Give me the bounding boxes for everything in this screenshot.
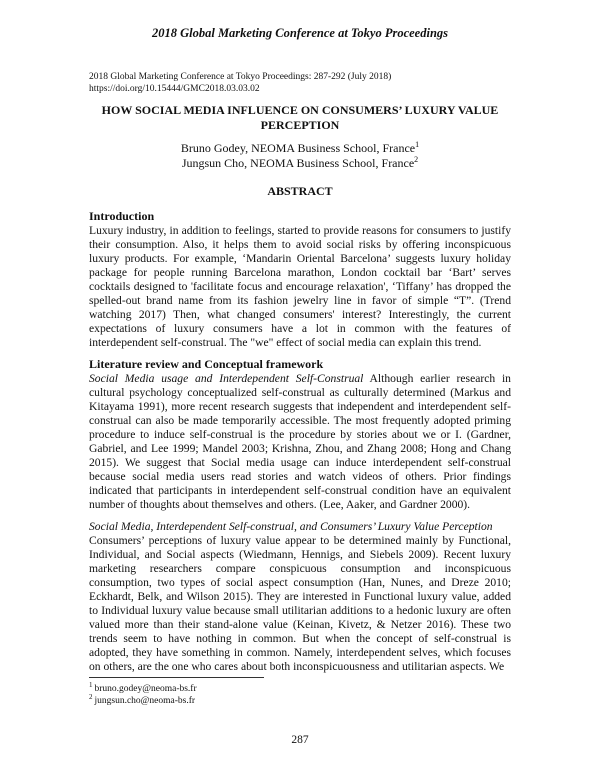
footnote-divider: [89, 677, 264, 678]
footnote-mark: 1: [415, 140, 420, 149]
footnote: [89, 692, 197, 707]
footnotes: [89, 680, 197, 707]
author-line: [100, 156, 500, 171]
footnote-email: jungsun.cho@neoma-bs.fr: [94, 696, 196, 706]
section-heading: Literature review and Conceptual framework: [89, 357, 324, 371]
paper-title: HOW SOCIAL MEDIA INFLUENCE ON CONSUMERS’ LUXURY VALUE PERCEPTION: [101, 103, 499, 132]
running-head: 2018 Global Marketing Conference at Tokyo Proceedings: [151, 26, 449, 40]
author-line: [100, 141, 500, 156]
section-heading: Introduction: [89, 209, 155, 223]
footnote: [89, 680, 197, 695]
abstract-heading: ABSTRACT: [267, 184, 333, 198]
page-number: 287: [291, 734, 309, 746]
doi-line: https://doi.org/10.15444/GMC2018.03.03.02: [89, 84, 260, 94]
footnote-email: bruno.godey@neoma-bs.fr: [94, 684, 197, 694]
citation-block: [89, 71, 391, 95]
subsection-heading: Social Media, Interdependent Self-construal, and Consumers’ Luxury Value Perception: [89, 520, 493, 533]
section-paragraph: [89, 372, 511, 512]
luxury-value-section: [89, 520, 511, 674]
footnote-mark: 2: [89, 692, 93, 701]
footnote-mark: 2: [414, 155, 419, 164]
subsection-heading: Social Media usage and Interdependent Self-Construal: [89, 372, 364, 385]
citation-line: 2018 Global Marketing Conference at Tokyo Proceedings: 287-292 (July 2018): [89, 72, 392, 82]
author-name: Jungsun Cho, NEOMA Business School, France: [181, 156, 415, 170]
section-paragraph: Luxury industry, in addition to feelings, started to provide reasons for consumers to justify their consumption. Also, it helps them to avoid social risks by offering inconspicuous luxury products. For example, ‘Mandarin Oriental Barcelona’ suggests luxury holiday package for people running Barcelona marathon, London cocktail bar ‘Bart’ serves cocktails designed to 'facilitate focus and encourage relaxation', ‘Tiffany’ has dropped the spelled-out brand name from its fashion jewelry line in favor of simple “T”. (Trend watching 2017) Then, what changed consumers' interest? Interestingly, the current expectations of luxury consumers have a lot in common with the features of interdependent self-construal. The "we" effect of social media can explain this trend.: [89, 224, 511, 349]
introduction-section: [89, 209, 511, 350]
paragraph-text: Although earlier research in cultural psychology conceptualized self-construal as culturally determined (Markus and Kitayama 1991), more recent research suggests that independent and interdependent self-construal can also be made temporarily accessible. The most frequently adopted priming procedure to induce self-construal is the procedure by stories about we or I. (Gardner, Gabriel, and Lee 1999; Mandel 2003; Krishna, Zhou, and Zhang 2008; Hong and Chang 2015). We suggest that Social media usage can induce interdependent self-construal because social media users read stories and watch videos of others. Prior findings indicated that participants in interdependent self-construal condition have an equivalent number of thoughts about themselves and others. (Lee, Aaker, and Gardner 2000).: [89, 372, 511, 511]
section-paragraph: Consumers’ perceptions of luxury value appear to be determined mainly by Functional, Individual, and Social aspects (Wiedmann, Hennigs, and Siebels 2009). Recent luxury marketing researchers compare conspicuous consumption and inconspicuous consumption, two types of social aspect consumption (Han, Nunes, and Dreze 2010; Eckhardt, Belk, and Wilson 2015). They are interested in Functional luxury value, added to Individual luxury value because small utilitarian additions to a hedonic luxury are often valued more than their stand-alone value (Keinan, Kivetz, & Netzer 2016). These two trends seem to have nothing in common. But when the concept of self-construal is adopted, they have something in common. Namely, interdependent selves, which focuses on others, are the one who cares about both inconspicuousness and utilitarian aspects. We: [89, 534, 511, 673]
literature-section: [89, 357, 511, 512]
author-name: Bruno Godey, NEOMA Business School, France: [180, 141, 416, 155]
author-list: [100, 141, 500, 171]
footnote-mark: 1: [89, 680, 93, 689]
